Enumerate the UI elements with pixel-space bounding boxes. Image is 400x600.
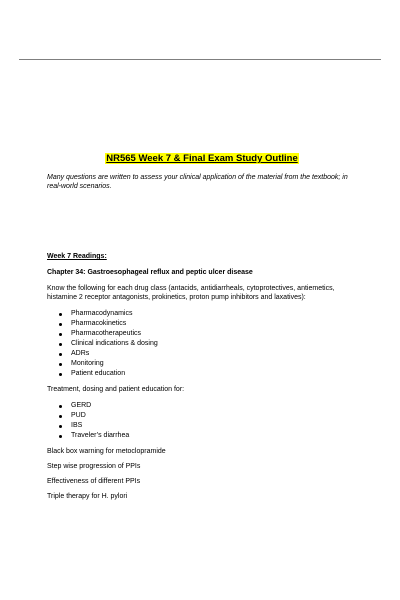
chapter-heading: Chapter 34: Gastroesophageal reflux and peptic ulcer disease: [47, 269, 253, 276]
topic-h-pylori: Triple therapy for H. pylori: [47, 493, 128, 500]
intro-text: Many questions are written to assess your clinical application of the material from the textbook; in real-world scenarios.: [47, 174, 348, 190]
list-item: [59, 319, 357, 329]
bullet-icon: [59, 313, 62, 316]
document-title: NR565 Week 7 & Final Exam Study Outline: [106, 153, 298, 164]
drug-class-list: [47, 309, 357, 379]
list-item-text: IBS: [71, 422, 83, 429]
list-item: [59, 329, 357, 339]
list-item: [59, 309, 357, 319]
topic-ppi-progression: Step wise progression of PPIs: [47, 463, 141, 470]
treatment-paragraph: Treatment, dosing and patient education for:: [47, 386, 185, 393]
bullet-icon: [59, 405, 62, 408]
bullet-icon: [59, 435, 62, 438]
list-item-text: PUD: [71, 412, 86, 419]
header-rule: [19, 59, 381, 60]
list-item-text: Patient education: [71, 370, 126, 377]
section-heading: Week 7 Readings:: [47, 253, 107, 260]
title-line: [47, 150, 357, 165]
list-item-text: Traveler’s diarrhea: [71, 432, 130, 439]
list-item: [59, 401, 357, 411]
list-item: [59, 411, 357, 421]
list-item: [59, 349, 357, 359]
list-item-text: Monitoring: [71, 360, 104, 367]
list-item: [59, 431, 357, 441]
list-item-text: ADRs: [71, 350, 90, 357]
document-body: [47, 150, 357, 501]
list-item-text: Clinical indications & dosing: [71, 340, 158, 347]
bullet-icon: [59, 333, 62, 336]
list-item: [59, 369, 357, 379]
know-paragraph: Know the following for each drug class (antacids, antidiarrheals, cytoprotectives, antiemetics, histamine 2 receptor antagonists, prokinetics, proton pump inhibitors and laxatives):: [47, 285, 335, 301]
list-item-text: Pharmacokinetics: [71, 320, 127, 327]
bullet-icon: [59, 343, 62, 346]
list-item-text: Pharmacotherapeutics: [71, 330, 142, 337]
bullet-icon: [59, 323, 62, 326]
bullet-icon: [59, 415, 62, 418]
list-item: [59, 339, 357, 349]
list-item: [59, 359, 357, 369]
bullet-icon: [59, 363, 62, 366]
treatment-list: [47, 401, 357, 441]
bullet-icon: [59, 425, 62, 428]
topic-metoclopramide: Black box warning for metoclopramide: [47, 448, 166, 455]
list-item-text: GERD: [71, 402, 92, 409]
topic-ppi-effectiveness: Effectiveness of different PPIs: [47, 478, 141, 485]
list-item-text: Pharmacodynamics: [71, 310, 133, 317]
bullet-icon: [59, 373, 62, 376]
bullet-icon: [59, 353, 62, 356]
list-item: [59, 421, 357, 431]
